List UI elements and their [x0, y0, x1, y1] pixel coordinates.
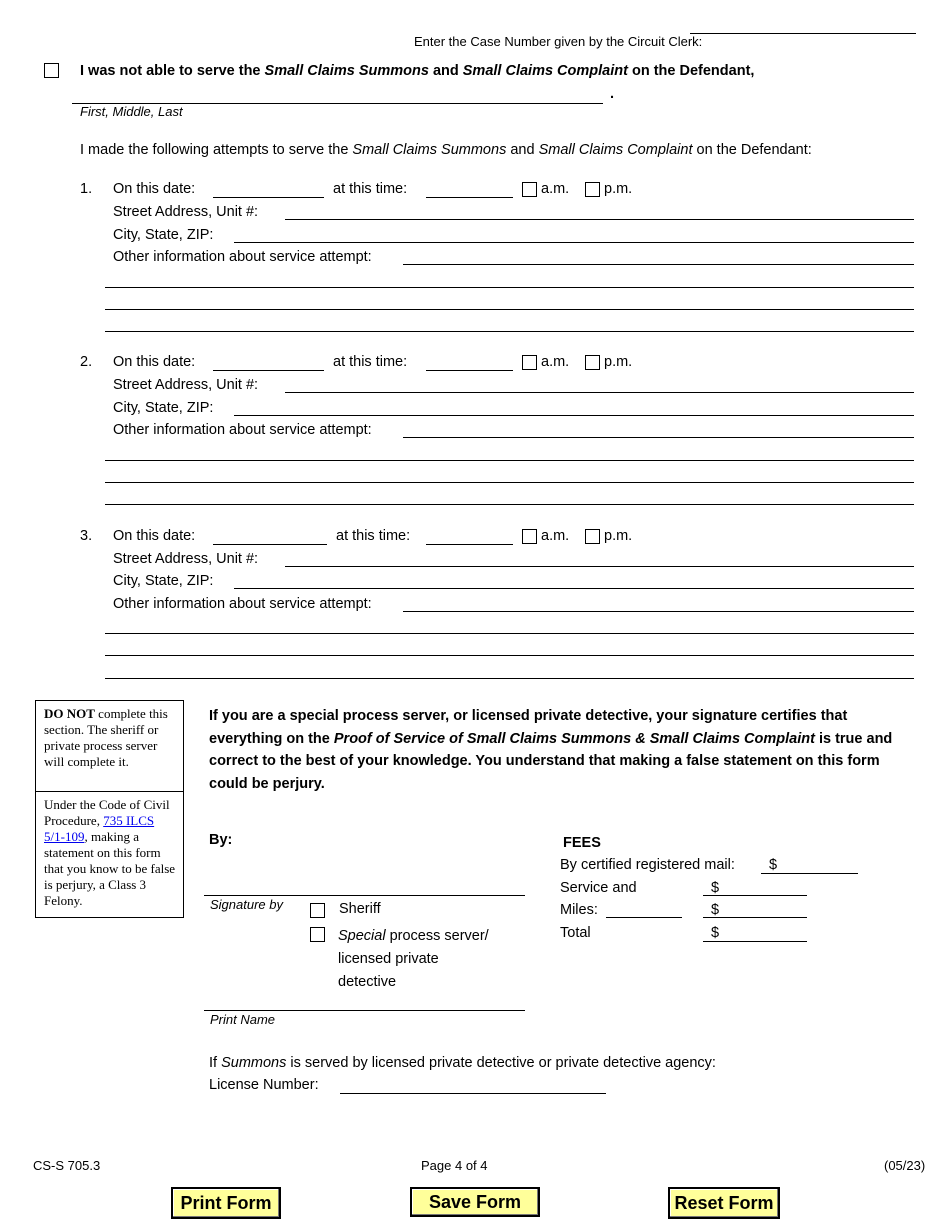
street-label: Street Address, Unit #:: [113, 204, 259, 220]
other-label: Other information about service attempt:: [113, 422, 372, 438]
other-input-line[interactable]: [105, 482, 914, 483]
city-label: City, State, ZIP:: [113, 400, 214, 416]
other-label: Other information about service attempt:: [113, 249, 372, 265]
attempt-number: 2.: [80, 354, 93, 370]
print-name-label: Print Name: [210, 1012, 276, 1027]
signature-by-label: Signature by: [210, 897, 283, 912]
street-input[interactable]: [285, 392, 914, 393]
am-label: a.m.: [541, 354, 570, 370]
dollar-sign: $: [711, 902, 720, 918]
save-form-button[interactable]: Save Form: [410, 1187, 540, 1217]
attempts-intro: I made the following attempts to serve the Small Claims Summons and Small Claims Complaint on the Defendant:: [80, 142, 812, 158]
attempt-number: 3.: [80, 528, 93, 544]
street-input[interactable]: [285, 566, 914, 567]
street-label: Street Address, Unit #:: [113, 551, 259, 567]
by-label: By:: [209, 832, 233, 848]
other-input-line[interactable]: [105, 287, 914, 288]
total-fee-input[interactable]: [703, 941, 807, 942]
other-input-line[interactable]: [105, 460, 914, 461]
signature-input[interactable]: [204, 895, 525, 896]
time-input[interactable]: [426, 197, 513, 198]
dollar-sign: $: [769, 857, 778, 873]
city-input[interactable]: [234, 242, 914, 243]
date-input[interactable]: [213, 544, 327, 545]
am-checkbox[interactable]: [522, 182, 537, 197]
city-label: City, State, ZIP:: [113, 227, 214, 243]
case-number-label: Enter the Case Number given by the Circuit Clerk:: [414, 34, 703, 49]
date-input[interactable]: [213, 197, 324, 198]
am-label: a.m.: [541, 181, 570, 197]
total-label: Total: [560, 925, 591, 941]
pm-checkbox[interactable]: [585, 182, 600, 197]
certified-mail-label: By certified registered mail:: [560, 857, 735, 873]
case-number-input[interactable]: [690, 33, 916, 34]
perjury-note-box: [35, 700, 184, 918]
page-number: Page 4 of 4: [421, 1158, 488, 1173]
other-input-line[interactable]: [105, 678, 914, 679]
form-date: (05/23): [884, 1158, 926, 1173]
pm-label: p.m.: [604, 354, 633, 370]
license-number-input[interactable]: [340, 1093, 606, 1094]
name-caption: First, Middle, Last: [80, 104, 183, 119]
miles-fee-input[interactable]: [703, 917, 807, 918]
license-statement: If Summons is served by licensed private detective or private detective agency:: [209, 1055, 716, 1071]
attempt-number: 1.: [80, 181, 93, 197]
certified-mail-fee-input[interactable]: [761, 873, 858, 874]
time-input[interactable]: [426, 544, 513, 545]
reset-form-button[interactable]: Reset Form: [668, 1187, 780, 1219]
other-input-line[interactable]: [105, 331, 914, 332]
date-label: On this date:: [113, 528, 196, 544]
other-label: Other information about service attempt:: [113, 596, 372, 612]
service-and-label: Service and: [560, 880, 637, 896]
other-input-line[interactable]: [105, 504, 914, 505]
other-input-line[interactable]: [403, 437, 914, 438]
city-label: City, State, ZIP:: [113, 573, 214, 589]
sheriff-label: Sheriff: [339, 901, 381, 917]
process-server-label: Special process server/ licensed private detective: [338, 928, 489, 990]
certification-text: If you are a special process server, or licensed private detective, your signature certifies that everything on the Proof of Service of Small Claims Summons & Small Claims Complaint is true and correct to the best of your knowledge. You understand that making a false statement on this form could be perjury.: [209, 708, 893, 792]
date-label: On this date:: [113, 354, 196, 370]
not-served-statement: I was not able to serve the Small Claims Summons and Small Claims Complaint on the Defendant,: [80, 63, 755, 79]
dollar-sign: $: [711, 925, 720, 941]
street-input[interactable]: [285, 219, 914, 220]
print-name-input[interactable]: [204, 1010, 525, 1011]
pm-checkbox[interactable]: [585, 529, 600, 544]
miles-label: Miles:: [560, 902, 598, 918]
date-input[interactable]: [213, 370, 324, 371]
time-label: at this time:: [333, 354, 408, 370]
am-checkbox[interactable]: [522, 355, 537, 370]
license-number-label: License Number:: [209, 1077, 319, 1093]
not-served-checkbox[interactable]: [44, 63, 59, 78]
process-server-checkbox[interactable]: [310, 927, 325, 942]
pm-label: p.m.: [604, 528, 633, 544]
time-input[interactable]: [426, 370, 513, 371]
other-input-line[interactable]: [403, 611, 914, 612]
dollar-sign: $: [711, 880, 720, 896]
other-input-line[interactable]: [105, 633, 914, 634]
other-input-line[interactable]: [105, 309, 914, 310]
city-input[interactable]: [234, 415, 914, 416]
miles-input[interactable]: [606, 917, 682, 918]
name-period: .: [610, 86, 615, 102]
street-label: Street Address, Unit #:: [113, 377, 259, 393]
am-checkbox[interactable]: [522, 529, 537, 544]
print-form-button[interactable]: Print Form: [171, 1187, 281, 1219]
time-label: at this time:: [333, 181, 408, 197]
service-fee-input[interactable]: [703, 895, 807, 896]
statute-link[interactable]: 735 ILCS 5/1-109: [44, 813, 155, 844]
pm-label: p.m.: [604, 181, 633, 197]
sheriff-checkbox[interactable]: [310, 903, 325, 918]
do-not-complete-note: DO NOT complete this section. The sheriff or private process server will complete it.: [36, 701, 183, 792]
city-input[interactable]: [234, 588, 914, 589]
fees-title: FEES: [563, 835, 601, 851]
pm-checkbox[interactable]: [585, 355, 600, 370]
time-label: at this time:: [336, 528, 411, 544]
other-input-line[interactable]: [403, 264, 914, 265]
am-label: a.m.: [541, 528, 570, 544]
other-input-line[interactable]: [105, 655, 914, 656]
date-label: On this date:: [113, 181, 196, 197]
perjury-warning: Under the Code of Civil Procedure, 735 ILCS 5/1-109, making a statement on this form that you know to be false is perjury, a Class 3 Felony.: [44, 797, 176, 908]
form-code: CS-S 705.3: [33, 1158, 101, 1173]
